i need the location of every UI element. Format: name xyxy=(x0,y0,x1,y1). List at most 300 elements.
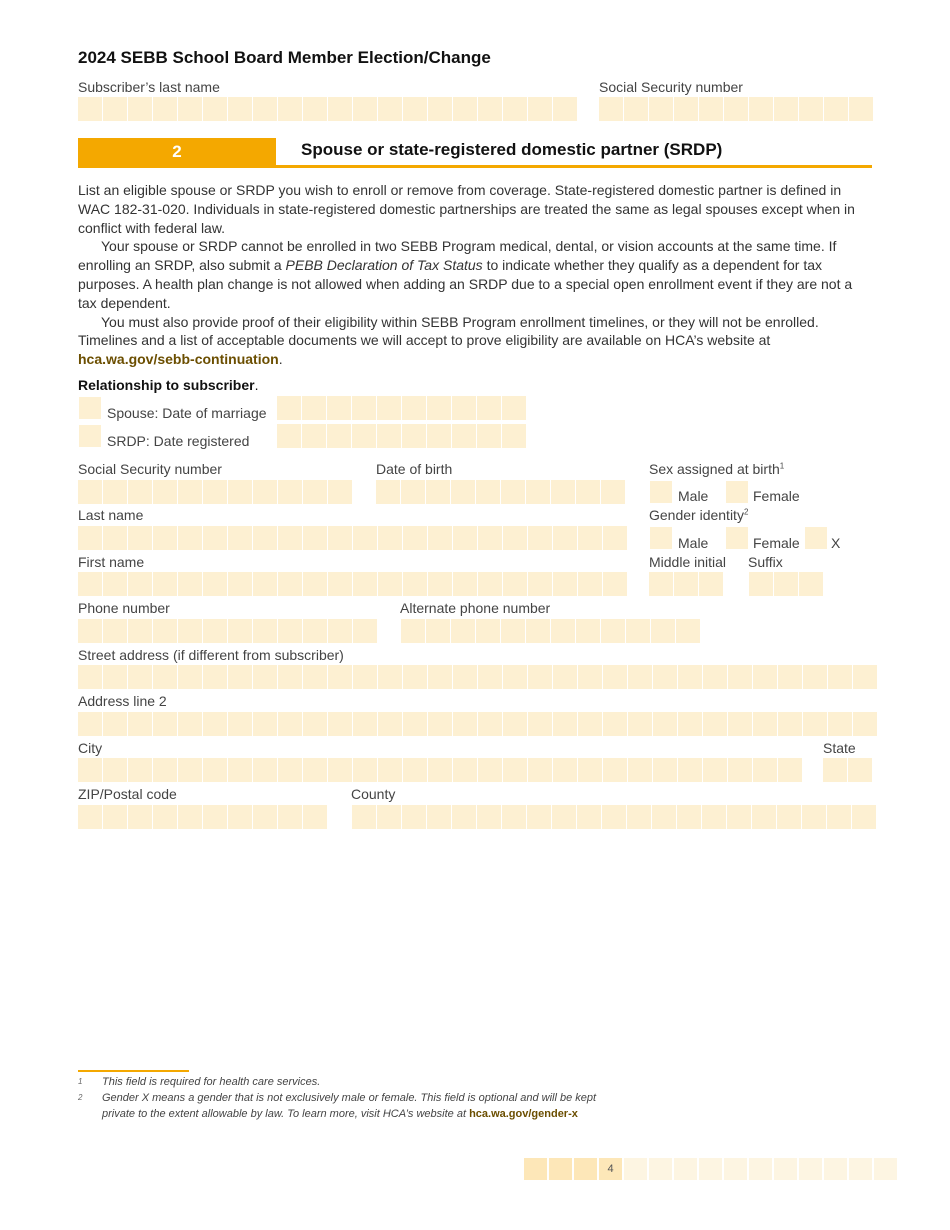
char-box[interactable] xyxy=(303,805,327,829)
gender-male-checkbox[interactable] xyxy=(650,527,672,549)
char-box[interactable] xyxy=(526,480,550,504)
char-box[interactable] xyxy=(503,97,527,121)
char-box[interactable] xyxy=(428,572,452,596)
char-box[interactable] xyxy=(128,572,152,596)
sex-female-checkbox[interactable] xyxy=(726,481,748,503)
char-box[interactable] xyxy=(728,665,752,689)
char-box[interactable] xyxy=(753,758,777,782)
char-box[interactable] xyxy=(478,97,502,121)
street-input[interactable] xyxy=(78,665,877,689)
char-box[interactable] xyxy=(853,665,877,689)
char-box[interactable] xyxy=(752,805,776,829)
char-box[interactable] xyxy=(328,526,352,550)
char-box[interactable] xyxy=(527,805,551,829)
char-box[interactable] xyxy=(353,619,377,643)
char-box[interactable] xyxy=(328,480,352,504)
char-box[interactable] xyxy=(452,805,476,829)
char-box[interactable] xyxy=(403,758,427,782)
char-box[interactable] xyxy=(353,758,377,782)
char-box[interactable] xyxy=(502,396,526,420)
char-box[interactable] xyxy=(727,805,751,829)
char-box[interactable] xyxy=(128,665,152,689)
char-box[interactable] xyxy=(528,665,552,689)
char-box[interactable] xyxy=(649,97,673,121)
char-box[interactable] xyxy=(501,480,525,504)
srdp-checkbox[interactable] xyxy=(79,425,101,447)
char-box[interactable] xyxy=(426,619,450,643)
char-box[interactable] xyxy=(603,665,627,689)
char-box[interactable] xyxy=(428,758,452,782)
char-box[interactable] xyxy=(178,480,202,504)
char-box[interactable] xyxy=(328,758,352,782)
char-box[interactable] xyxy=(799,97,823,121)
char-box[interactable] xyxy=(503,526,527,550)
char-box[interactable] xyxy=(853,712,877,736)
char-box[interactable] xyxy=(624,97,648,121)
char-box[interactable] xyxy=(674,97,698,121)
char-box[interactable] xyxy=(78,805,102,829)
char-box[interactable] xyxy=(477,396,501,420)
char-box[interactable] xyxy=(576,480,600,504)
char-box[interactable] xyxy=(353,97,377,121)
char-box[interactable] xyxy=(724,97,748,121)
char-box[interactable] xyxy=(352,424,376,448)
char-box[interactable] xyxy=(852,805,876,829)
char-box[interactable] xyxy=(577,805,601,829)
char-box[interactable] xyxy=(426,480,450,504)
char-box[interactable] xyxy=(153,526,177,550)
char-box[interactable] xyxy=(78,97,102,121)
char-box[interactable] xyxy=(328,619,352,643)
char-box[interactable] xyxy=(78,526,102,550)
char-box[interactable] xyxy=(103,526,127,550)
char-box[interactable] xyxy=(228,712,252,736)
char-box[interactable] xyxy=(278,758,302,782)
char-box[interactable] xyxy=(626,619,650,643)
char-box[interactable] xyxy=(728,712,752,736)
char-box[interactable] xyxy=(153,97,177,121)
middle-initial-input[interactable] xyxy=(649,572,723,596)
continuation-link[interactable]: hca.wa.gov/sebb-continuation xyxy=(78,351,279,368)
char-box[interactable] xyxy=(203,805,227,829)
char-box[interactable] xyxy=(553,712,577,736)
char-box[interactable] xyxy=(578,572,602,596)
county-input[interactable] xyxy=(352,805,876,829)
char-box[interactable] xyxy=(228,480,252,504)
char-box[interactable] xyxy=(478,665,502,689)
char-box[interactable] xyxy=(303,665,327,689)
char-box[interactable] xyxy=(353,665,377,689)
char-box[interactable] xyxy=(203,526,227,550)
char-box[interactable] xyxy=(278,619,302,643)
char-box[interactable] xyxy=(753,665,777,689)
char-box[interactable] xyxy=(353,572,377,596)
char-box[interactable] xyxy=(103,97,127,121)
char-box[interactable] xyxy=(848,758,872,782)
char-box[interactable] xyxy=(303,526,327,550)
char-box[interactable] xyxy=(203,572,227,596)
char-box[interactable] xyxy=(203,712,227,736)
last-name-input[interactable] xyxy=(78,526,627,550)
char-box[interactable] xyxy=(78,665,102,689)
char-box[interactable] xyxy=(452,396,476,420)
char-box[interactable] xyxy=(749,572,773,596)
char-box[interactable] xyxy=(378,665,402,689)
char-box[interactable] xyxy=(303,619,327,643)
char-box[interactable] xyxy=(228,758,252,782)
char-box[interactable] xyxy=(477,424,501,448)
char-box[interactable] xyxy=(352,805,376,829)
char-box[interactable] xyxy=(178,805,202,829)
char-box[interactable] xyxy=(278,480,302,504)
char-box[interactable] xyxy=(827,805,851,829)
char-box[interactable] xyxy=(203,758,227,782)
char-box[interactable] xyxy=(103,712,127,736)
char-box[interactable] xyxy=(403,665,427,689)
char-box[interactable] xyxy=(528,712,552,736)
char-box[interactable] xyxy=(353,526,377,550)
char-box[interactable] xyxy=(327,396,351,420)
state-input[interactable] xyxy=(823,758,872,782)
char-box[interactable] xyxy=(502,424,526,448)
char-box[interactable] xyxy=(302,396,326,420)
char-box[interactable] xyxy=(153,619,177,643)
char-box[interactable] xyxy=(328,665,352,689)
char-box[interactable] xyxy=(503,665,527,689)
char-box[interactable] xyxy=(777,805,801,829)
para-eligibility: List an eligible spouse or SRDP you wish to enroll or remove from coverage. State-registered domestic partner is defined in WAC 182-31-020. Individuals in state-registered domestic partnerships are treated the same as legal spouses except when in conflict with federal law. xyxy=(78,182,855,236)
char-box[interactable] xyxy=(478,572,502,596)
char-box[interactable] xyxy=(328,97,352,121)
char-box[interactable] xyxy=(603,572,627,596)
char-box[interactable] xyxy=(602,805,626,829)
char-box[interactable] xyxy=(103,480,127,504)
char-box[interactable] xyxy=(501,619,525,643)
char-box[interactable] xyxy=(551,619,575,643)
subscriber-ssn-input[interactable] xyxy=(599,97,873,121)
char-box[interactable] xyxy=(678,665,702,689)
char-box[interactable] xyxy=(153,665,177,689)
char-box[interactable] xyxy=(378,97,402,121)
char-box[interactable] xyxy=(452,424,476,448)
char-box[interactable] xyxy=(278,665,302,689)
char-box[interactable] xyxy=(677,805,701,829)
char-box[interactable] xyxy=(453,526,477,550)
char-box[interactable] xyxy=(401,619,425,643)
char-box[interactable] xyxy=(478,712,502,736)
char-box[interactable] xyxy=(228,97,252,121)
char-box[interactable] xyxy=(553,758,577,782)
char-box[interactable] xyxy=(178,97,202,121)
char-box[interactable] xyxy=(453,758,477,782)
char-box[interactable] xyxy=(128,526,152,550)
char-box[interactable] xyxy=(403,712,427,736)
char-box[interactable] xyxy=(678,758,702,782)
char-box[interactable] xyxy=(828,665,852,689)
char-box[interactable] xyxy=(253,805,277,829)
char-box[interactable] xyxy=(753,712,777,736)
char-box[interactable] xyxy=(377,396,401,420)
char-box[interactable] xyxy=(103,805,127,829)
char-box[interactable] xyxy=(628,665,652,689)
char-box[interactable] xyxy=(649,572,673,596)
char-box[interactable] xyxy=(153,758,177,782)
char-box[interactable] xyxy=(178,712,202,736)
char-box[interactable] xyxy=(78,758,102,782)
char-box[interactable] xyxy=(477,805,501,829)
char-box[interactable] xyxy=(676,619,700,643)
char-box[interactable] xyxy=(103,758,127,782)
char-box[interactable] xyxy=(78,480,102,504)
spouse-checkbox[interactable] xyxy=(79,397,101,419)
address2-input[interactable] xyxy=(78,712,877,736)
char-box[interactable] xyxy=(103,665,127,689)
char-box[interactable] xyxy=(253,480,277,504)
char-box[interactable] xyxy=(774,572,798,596)
registered-date-input[interactable] xyxy=(277,424,526,448)
char-box[interactable] xyxy=(603,712,627,736)
char-box[interactable] xyxy=(103,619,127,643)
char-box[interactable] xyxy=(553,526,577,550)
char-box[interactable] xyxy=(703,758,727,782)
char-box[interactable] xyxy=(576,619,600,643)
char-box[interactable] xyxy=(774,97,798,121)
char-box[interactable] xyxy=(203,97,227,121)
char-box[interactable] xyxy=(599,97,623,121)
char-box[interactable] xyxy=(778,758,802,782)
char-box[interactable] xyxy=(578,665,602,689)
char-box[interactable] xyxy=(328,712,352,736)
gender-x-checkbox[interactable] xyxy=(805,527,827,549)
char-box[interactable] xyxy=(378,526,402,550)
char-box[interactable] xyxy=(178,665,202,689)
char-box[interactable] xyxy=(453,665,477,689)
char-box[interactable] xyxy=(203,665,227,689)
first-name-input[interactable] xyxy=(78,572,627,596)
char-box[interactable] xyxy=(427,396,451,420)
char-box[interactable] xyxy=(303,572,327,596)
char-box[interactable] xyxy=(403,97,427,121)
char-box[interactable] xyxy=(278,97,302,121)
char-box[interactable] xyxy=(228,665,252,689)
char-box[interactable] xyxy=(628,758,652,782)
phone-input[interactable] xyxy=(78,619,377,643)
char-box[interactable] xyxy=(377,805,401,829)
char-box[interactable] xyxy=(728,758,752,782)
char-box[interactable] xyxy=(453,712,477,736)
char-box[interactable] xyxy=(478,526,502,550)
char-box[interactable] xyxy=(128,619,152,643)
char-box[interactable] xyxy=(253,526,277,550)
char-box[interactable] xyxy=(553,665,577,689)
char-box[interactable] xyxy=(553,572,577,596)
char-box[interactable] xyxy=(253,572,277,596)
char-box[interactable] xyxy=(128,480,152,504)
char-box[interactable] xyxy=(799,572,823,596)
char-box[interactable] xyxy=(378,758,402,782)
char-box[interactable] xyxy=(552,805,576,829)
char-box[interactable] xyxy=(653,758,677,782)
char-box[interactable] xyxy=(528,526,552,550)
char-box[interactable] xyxy=(228,805,252,829)
char-box[interactable] xyxy=(302,424,326,448)
char-box[interactable] xyxy=(702,805,726,829)
char-box[interactable] xyxy=(651,619,675,643)
char-box[interactable] xyxy=(703,712,727,736)
char-box[interactable] xyxy=(327,424,351,448)
gender-x-link[interactable]: hca.wa.gov/gender-x xyxy=(469,1108,578,1120)
city-input[interactable] xyxy=(78,758,802,782)
char-box[interactable] xyxy=(178,758,202,782)
char-box[interactable] xyxy=(277,396,301,420)
char-box[interactable] xyxy=(428,712,452,736)
char-box[interactable] xyxy=(203,619,227,643)
char-box[interactable] xyxy=(778,665,802,689)
char-box[interactable] xyxy=(703,665,727,689)
char-box[interactable] xyxy=(849,97,873,121)
char-box[interactable] xyxy=(153,572,177,596)
char-box[interactable] xyxy=(402,805,426,829)
char-box[interactable] xyxy=(699,572,723,596)
char-box[interactable] xyxy=(674,572,698,596)
zip-input[interactable] xyxy=(78,805,327,829)
char-box[interactable] xyxy=(578,758,602,782)
char-box[interactable] xyxy=(303,480,327,504)
char-box[interactable] xyxy=(427,805,451,829)
char-box[interactable] xyxy=(528,97,552,121)
char-box[interactable] xyxy=(403,526,427,550)
char-box[interactable] xyxy=(451,480,475,504)
char-box[interactable] xyxy=(328,572,352,596)
char-box[interactable] xyxy=(378,572,402,596)
char-box[interactable] xyxy=(278,526,302,550)
char-box[interactable] xyxy=(278,572,302,596)
char-box[interactable] xyxy=(551,480,575,504)
char-box[interactable] xyxy=(603,526,627,550)
char-box[interactable] xyxy=(303,758,327,782)
char-box[interactable] xyxy=(803,665,827,689)
char-box[interactable] xyxy=(453,572,477,596)
char-box[interactable] xyxy=(228,572,252,596)
char-box[interactable] xyxy=(128,805,152,829)
char-box[interactable] xyxy=(603,758,627,782)
char-box[interactable] xyxy=(376,480,400,504)
char-box[interactable] xyxy=(402,396,426,420)
marriage-date-input[interactable] xyxy=(277,396,526,420)
char-box[interactable] xyxy=(628,712,652,736)
char-box[interactable] xyxy=(401,480,425,504)
ssn-input[interactable] xyxy=(78,480,352,504)
char-box[interactable] xyxy=(828,712,852,736)
char-box[interactable] xyxy=(228,619,252,643)
char-box[interactable] xyxy=(652,805,676,829)
char-box[interactable] xyxy=(427,424,451,448)
char-box[interactable] xyxy=(653,665,677,689)
alt-phone-input[interactable] xyxy=(401,619,700,643)
char-box[interactable] xyxy=(528,572,552,596)
char-box[interactable] xyxy=(699,97,723,121)
suffix-input[interactable] xyxy=(749,572,823,596)
char-box[interactable] xyxy=(103,572,127,596)
char-box[interactable] xyxy=(453,97,477,121)
char-box[interactable] xyxy=(553,97,577,121)
char-box[interactable] xyxy=(503,712,527,736)
sex-male-checkbox[interactable] xyxy=(650,481,672,503)
char-box[interactable] xyxy=(78,619,102,643)
char-box[interactable] xyxy=(451,619,475,643)
char-box[interactable] xyxy=(778,712,802,736)
char-box[interactable] xyxy=(478,758,502,782)
char-box[interactable] xyxy=(403,572,427,596)
char-box[interactable] xyxy=(503,572,527,596)
char-box[interactable] xyxy=(278,805,302,829)
char-box[interactable] xyxy=(277,424,301,448)
char-box[interactable] xyxy=(253,619,277,643)
char-box[interactable] xyxy=(377,424,401,448)
char-box[interactable] xyxy=(278,712,302,736)
char-box[interactable] xyxy=(526,619,550,643)
char-box[interactable] xyxy=(303,97,327,121)
char-box[interactable] xyxy=(627,805,651,829)
char-box[interactable] xyxy=(578,526,602,550)
char-box[interactable] xyxy=(153,712,177,736)
char-box[interactable] xyxy=(428,665,452,689)
char-box[interactable] xyxy=(352,396,376,420)
char-box[interactable] xyxy=(402,424,426,448)
char-box[interactable] xyxy=(823,758,847,782)
char-box[interactable] xyxy=(78,572,102,596)
char-box[interactable] xyxy=(78,712,102,736)
char-box[interactable] xyxy=(528,758,552,782)
char-box[interactable] xyxy=(601,480,625,504)
char-box[interactable] xyxy=(476,480,500,504)
char-box[interactable] xyxy=(203,480,227,504)
char-box[interactable] xyxy=(678,712,702,736)
dob-input[interactable] xyxy=(376,480,625,504)
char-box[interactable] xyxy=(803,712,827,736)
char-box[interactable] xyxy=(153,480,177,504)
char-box[interactable] xyxy=(578,712,602,736)
gender-female-checkbox[interactable] xyxy=(726,527,748,549)
char-box[interactable] xyxy=(253,665,277,689)
char-box[interactable] xyxy=(128,758,152,782)
char-box[interactable] xyxy=(503,758,527,782)
char-box[interactable] xyxy=(303,712,327,736)
char-box[interactable] xyxy=(378,712,402,736)
char-box[interactable] xyxy=(428,97,452,121)
char-box[interactable] xyxy=(128,712,152,736)
char-box[interactable] xyxy=(178,526,202,550)
char-box[interactable] xyxy=(476,619,500,643)
char-box[interactable] xyxy=(824,97,848,121)
char-box[interactable] xyxy=(502,805,526,829)
subscriber-last-name-input[interactable] xyxy=(78,97,577,121)
char-box[interactable] xyxy=(253,712,277,736)
char-box[interactable] xyxy=(428,526,452,550)
char-box[interactable] xyxy=(353,712,377,736)
char-box[interactable] xyxy=(178,572,202,596)
char-box[interactable] xyxy=(253,97,277,121)
char-box[interactable] xyxy=(653,712,677,736)
char-box[interactable] xyxy=(253,758,277,782)
char-box[interactable] xyxy=(749,97,773,121)
char-box[interactable] xyxy=(128,97,152,121)
char-box[interactable] xyxy=(153,805,177,829)
char-box[interactable] xyxy=(601,619,625,643)
char-box[interactable] xyxy=(802,805,826,829)
char-box[interactable] xyxy=(178,619,202,643)
char-box[interactable] xyxy=(228,526,252,550)
